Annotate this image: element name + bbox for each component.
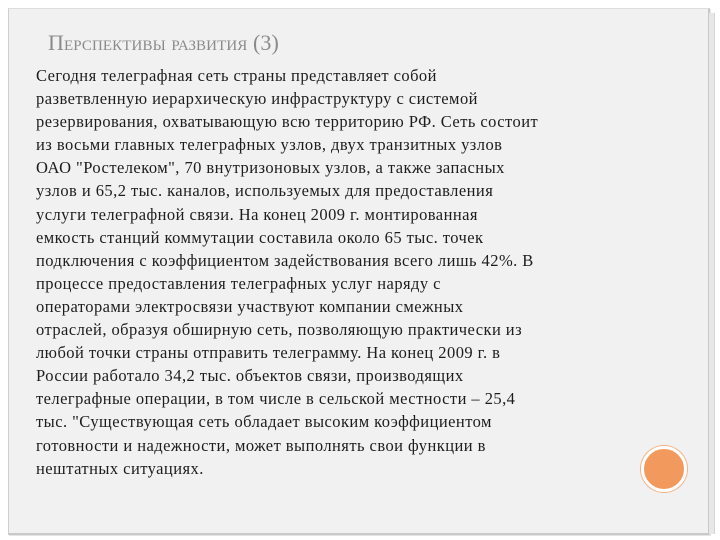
body-text-line: России работало 34,2 тыс. объектов связи, производящих: [36, 366, 464, 386]
body-text-line: из восьми главных телеграфных узлов, двух транзитных узлов: [36, 135, 503, 155]
body-text-line: операторами электросвязи участвуют компании смежных: [36, 296, 464, 316]
body-text-line: отраслей, образуя обширную сеть, позволяющую практически из: [36, 320, 523, 340]
body-text-line: тыс. "Существующая сеть обладает высоким коэффициентом: [36, 412, 492, 432]
body-text-line: услуги телеграфной связи. На конец 2009 г. монтированная: [36, 204, 478, 224]
body-text-line: Сегодня телеграфная сеть страны представляет собой: [36, 66, 437, 85]
body-text-line: резервирования, охватывающую всю территорию РФ. Сеть состоит: [36, 112, 539, 132]
body-text-line: готовности и надежности, может выполнять свои функции в: [36, 435, 486, 455]
body-text-line: разветвленную иерархическую инфраструктуру с системой: [36, 89, 478, 109]
body-text-line: узлов и 65,2 тыс. каналов, используемых для предоставления: [36, 181, 494, 201]
body-text-line: емкость станций коммутации составила около 65 тыс. точек: [36, 227, 484, 247]
body-text-line: процессе предоставления телеграфных услуг наряду с: [36, 273, 441, 293]
body-text-line: ОАО "Ростелеком", 70 внутризоновых узлов, а также запасных: [36, 158, 505, 178]
slide-title: Перспективы развития (3): [48, 30, 279, 55]
body-text-line: нештатных ситуациях.: [36, 458, 204, 478]
body-text-line: телеграфные операции, в том числе в сельской местности – 25,4: [36, 389, 516, 409]
slide-body-text: [36, 64, 686, 480]
body-text-line: любой точки страны отправить телеграмму. На конец 2009 г. в: [36, 343, 501, 363]
body-text-line: подключения с коэффициентом задействования всего лишь 42%. В: [36, 250, 534, 270]
orange-circle-decoration: [641, 446, 687, 492]
